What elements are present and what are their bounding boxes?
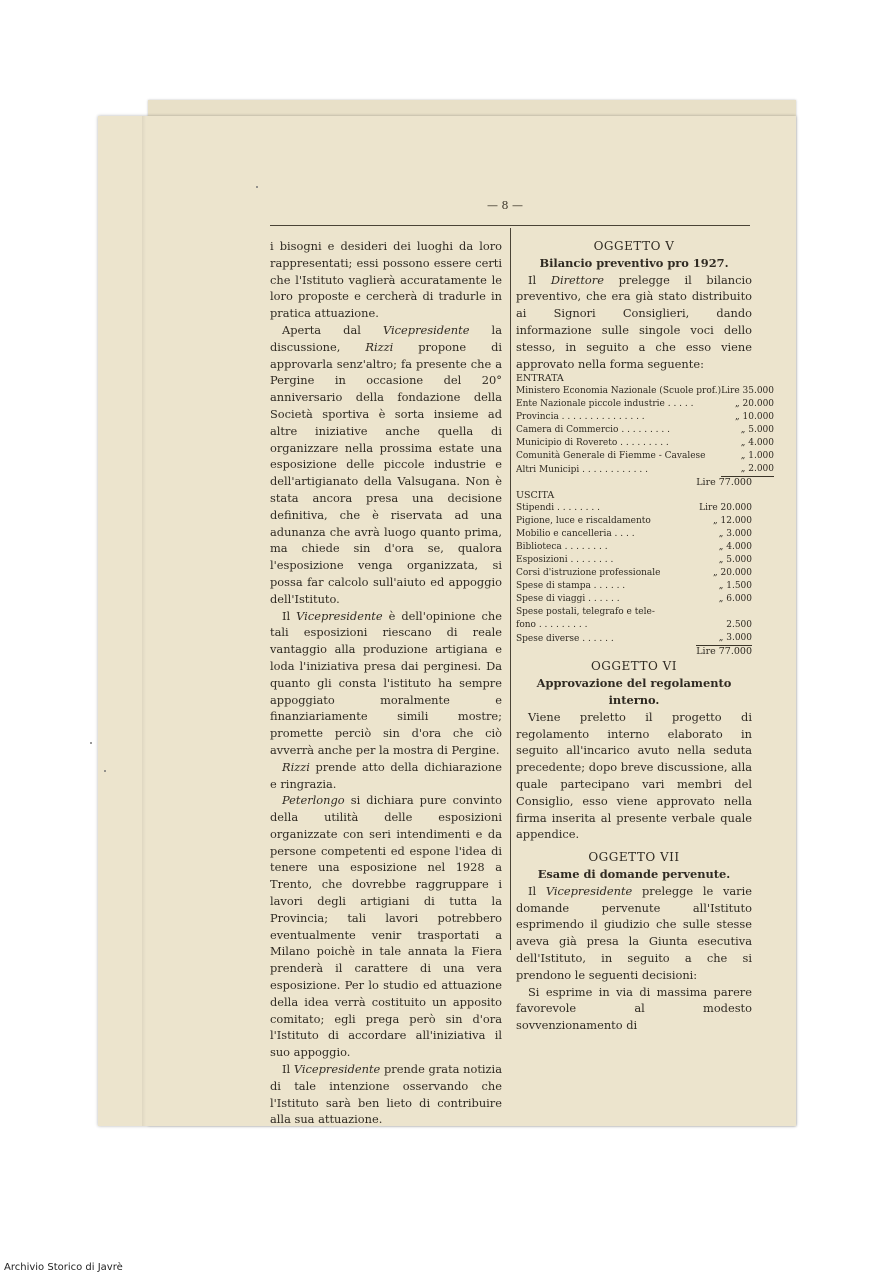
budget-item-label: Spese diverse . . . . . . xyxy=(516,633,614,644)
paragraph xyxy=(516,984,752,1034)
uscita-total: Lire 77.000 xyxy=(696,646,752,658)
paper-speck xyxy=(90,742,92,744)
budget-item-amount: „ 4.000 xyxy=(740,438,775,449)
paragraph xyxy=(270,608,502,759)
text-run: Il xyxy=(282,608,297,623)
budget-row xyxy=(516,541,752,554)
budget-row xyxy=(516,385,774,398)
budget-row xyxy=(516,619,752,632)
person-name: Vicepresidente xyxy=(545,883,633,898)
section-heading: OGGETTO VI xyxy=(590,659,678,674)
uscita-table xyxy=(516,502,752,646)
paragraph xyxy=(516,883,752,984)
person-name: Direttore xyxy=(550,272,604,287)
text-run: prelegge il bilancio preventivo, che era già stato distribuito ai Signori Consiglieri, dando informazione sulle singole voci dello stesso, in seguito a che esso viene approvato nella forma seguente: xyxy=(516,272,753,371)
column-divider xyxy=(510,228,511,950)
budget-item-amount: Lire 20.000 xyxy=(699,503,752,514)
section-heading: OGGETTO V xyxy=(593,239,675,253)
budget-item-amount: „ 6.000 xyxy=(718,594,752,605)
text-run: prende grata notizia di tale intenzione osservando che l'Istituto sarà ben lieto di contribuire alla sua attuazione. xyxy=(270,1062,502,1127)
budget-item-label: Corsi d'istruzione professionale xyxy=(516,568,661,579)
paragraph xyxy=(270,1061,502,1128)
budget-item-amount: 2.500 xyxy=(726,620,752,631)
budget-row xyxy=(516,632,752,646)
budget-item-label: fono . . . . . . . . . xyxy=(516,620,588,631)
budget-item-amount: „ 20.000 xyxy=(735,399,775,410)
person-name: Vicepresidente xyxy=(293,1062,381,1077)
budget-item-amount: „ 4.000 xyxy=(718,542,752,553)
entrata-total: Lire 77.000 xyxy=(696,477,752,489)
paragraph xyxy=(270,322,502,608)
section-subheading: Esame di domande pervenute. xyxy=(537,866,731,881)
budget-item-label: Spese postali, telegrafo e tele- xyxy=(516,607,655,618)
text-run: si dichiara pure convinto della utilità delle esposizioni organizzate con seri intendimenti e da persone competenti ed espone l'idea di tenere una esposizione nel 1928 a Trento, che dovrebbe raggruppare i lavori degli artigiani di tutta la Provincia; tali lavori potrebbero eventualmente venir trasportati a Milano poichè in tale annata la Fiera prenderà il carattere di una vera esposizione. Per lo studio ed attuazione della idea verrà costituito un apposito comitato; egli prega però sin d'ora l'Istituto di accordare all'iniziativa il suo appoggio. xyxy=(270,793,502,1060)
budget-row xyxy=(516,606,752,619)
archive-credit: Archivio Storico di Javrè xyxy=(4,1262,123,1273)
budget-row xyxy=(516,437,774,450)
text-run: Si esprime in via di massima parere favorevole al modesto sovvenzionamento di xyxy=(516,984,752,1033)
budget-item-amount: „ 3.000 xyxy=(718,529,752,540)
budget-item-label: Ministero Economia Nazionale (Scuole prof.) xyxy=(516,386,722,397)
person-name: Vicepresidente xyxy=(383,322,470,337)
budget-item-label: Biblioteca . . . . . . . . xyxy=(516,542,608,553)
budget-item-label: Camera di Commercio . . . . . . . . . xyxy=(516,425,670,436)
budget-row xyxy=(516,554,752,567)
budget-item-label: Ente Nazionale piccole industrie . . . . . xyxy=(516,399,694,410)
budget-row xyxy=(516,515,752,528)
budget-item-label: Provincia . . . . . . . . . . . . . . . xyxy=(516,412,645,423)
budget-item-label: Spese di viaggi . . . . . . xyxy=(516,594,620,605)
paragraph xyxy=(270,238,502,322)
budget-item-amount: „ 5.000 xyxy=(740,425,775,436)
budget-row xyxy=(516,424,774,437)
budget-row xyxy=(516,398,774,411)
paragraph xyxy=(270,759,502,793)
section-heading: OGGETTO VII xyxy=(588,850,680,865)
text-run: è dell'opinione che tali esposizioni riescano di reale vantaggio alla produzione artigiana e loda l'iniziativa presa dai perginesi. Da quanto gli consta l'istituto ha sempre appoggiato moralmente e finanziariamente simili mostre; promette perciò sin d'ora che ciò avverrà anche per la mostra di Pergine. xyxy=(270,608,502,757)
budget-item-label: Esposizioni . . . . . . . . xyxy=(516,555,614,566)
budget-item-amount: „ 12.000 xyxy=(712,516,752,527)
paper-speck xyxy=(104,770,106,772)
header-rule xyxy=(270,225,750,226)
uscita-label: USCITA xyxy=(516,490,555,502)
left-column xyxy=(270,238,502,1128)
text-run: propone di approvarla senz'altro; fa presente che a Pergine in occasione del 20° anniversario della fondazione della Società sportiva è sorta insieme ad altre iniziative anche quella di organizzare nella prossima estate una esposizione delle piccole industrie e dell'artigianato della Valsugana. Non è stata ancora presa una decisione definitiva, che è riservata ad una adunanza che avrà luogo quanto prima, ma chiede sin d'ora se, qualora l'esposizione venga organizzata, si possa far calcolo sull'aiuto ed appoggio dell'Istituto. xyxy=(270,339,503,606)
entrata-label: ENTRATA xyxy=(516,373,564,385)
person-name: Vicepresidente xyxy=(296,608,383,623)
budget-item-amount: Lire 35.000 xyxy=(721,386,775,397)
budget-item-amount: „ 1.000 xyxy=(740,451,775,462)
text-run: Viene preletto il progetto di regolamento interno elaborato in seguito all'incarico avuto nella seduta precedente; dopo breve discussione, alla quale partecipano vari membri del Consiglio, esso viene approvato nella firma inserita al presente verbale quale appendice. xyxy=(516,709,752,842)
text-run: Aperta dal xyxy=(282,322,383,337)
budget-item-label: Spese di stampa . . . . . . xyxy=(516,581,626,592)
paragraph xyxy=(516,272,752,373)
budget-item-label: Municipio di Rovereto . . . . . . . . . xyxy=(516,438,669,449)
text-run: Il xyxy=(528,272,551,287)
paragraph xyxy=(270,792,502,1061)
budget-item-label: Altri Municipi . . . . . . . . . . . . xyxy=(516,464,648,475)
paragraph xyxy=(516,709,752,843)
budget-row xyxy=(516,528,752,541)
person-name: Rizzi xyxy=(282,759,310,774)
budget-item-amount: „ 1.500 xyxy=(718,581,752,592)
text-run: la discussione, xyxy=(270,322,502,354)
budget-row xyxy=(516,463,774,477)
text-run: prende atto della dichiarazione e ringrazia. xyxy=(270,759,502,791)
budget-item-amount: „ 20.000 xyxy=(712,568,752,579)
text-run: prelegge le varie domande pervenute all'Istituto esprimendo il giudizio che sulle stesse aveva già presa la Giunta esecutiva dell'Istituto, in seguito a che si prendono le seguenti decisioni: xyxy=(516,883,752,982)
text-run: Il xyxy=(528,883,546,898)
section-subheading: Approvazione del regolamento interno. xyxy=(536,676,732,707)
person-name: Rizzi xyxy=(365,339,394,354)
budget-row xyxy=(516,450,774,463)
text-run: Il xyxy=(282,1062,294,1077)
budget-item-amount: „ 3.000 xyxy=(696,632,752,646)
section-subheading: Bilancio preventivo pro 1927. xyxy=(539,255,729,270)
budget-item-amount: „ 2.000 xyxy=(721,463,774,477)
budget-item-label: Comunità Generale di Fiemme - Cavalese xyxy=(516,451,706,462)
budget-item-amount: „ 5.000 xyxy=(718,555,752,566)
budget-row xyxy=(516,593,752,606)
budget-item-amount xyxy=(696,606,752,619)
budget-row xyxy=(516,502,752,515)
person-name: Peterlongo xyxy=(282,793,345,808)
entrata-table xyxy=(516,385,774,477)
text-run: i bisogni e desideri dei luoghi da loro rappresentati; essi possono essere certi che l'Istituto vaglierà accuratamente le loro proposte e cercherà di tradurle in pratica attuazione. xyxy=(270,239,502,321)
paper-speck xyxy=(256,186,258,188)
right-column xyxy=(516,238,775,1034)
budget-row xyxy=(516,580,752,593)
budget-item-label: Stipendi . . . . . . . . xyxy=(516,503,600,514)
budget-item-label: Pigione, luce e riscaldamento xyxy=(516,516,651,527)
budget-item-amount: „ 10.000 xyxy=(735,412,775,423)
budget-row xyxy=(516,567,752,580)
budget-row xyxy=(516,411,774,424)
page-fold-shadow xyxy=(142,116,146,1126)
page-number: — 8 — xyxy=(487,199,523,212)
budget-item-label: Mobilio e cancelleria . . . . xyxy=(516,529,635,540)
